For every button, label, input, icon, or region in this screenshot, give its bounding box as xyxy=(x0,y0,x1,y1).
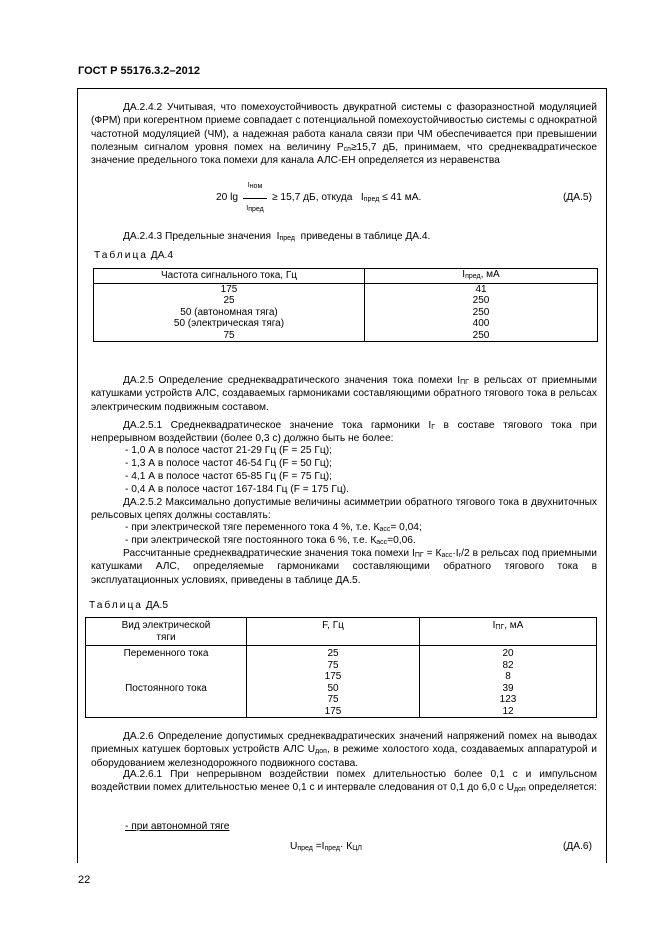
table-da5 xyxy=(85,617,597,718)
table-row: Постоянного тока 50 39 xyxy=(86,683,597,695)
formula-da6: $U_{пред} =I_{пред}\cdot К_{ЦЛ}$ xyxy=(290,841,362,852)
autonomous-traction-heading: - при автономной тяге xyxy=(125,821,230,832)
table-da5-caption: Таблица ДА.5 xyxy=(89,600,168,611)
paragraph-da-2-5-1: ДА.2.5.1 Среднеквадратическое значение тока гармоники $I_Г$ в составе тягового тока при непрерывном воздействии (более 0,3 с) должно быть не более: xyxy=(91,420,597,445)
table-da4-header-frequency: Частота сигнального тока, Гц xyxy=(94,269,365,284)
list-item: - 0,4 А в полосе частот 167-184 Гц (F = 175 Гц). xyxy=(125,484,349,495)
page-number: 22 xyxy=(78,874,91,886)
paragraph-da-2-6: ДА.2.6 Определение допустимых среднеквадратических значений напряжений помех на выводах приемных катушек бортовых устройств АЛС $U_{доп}$, в режиме холостого хода, создаваемых аппаратурой и оборудованием железнодорожного подвижного состава. xyxy=(91,731,598,769)
paragraph-da-2-5-2: ДА.2.5.2 Максимально допустимые величины асимметрии обратного тягового тока в двухниточных рельсовых цепях должны составлять: xyxy=(91,497,597,522)
table-row: 75 82 xyxy=(86,660,597,672)
formula-da5-number: (ДА.5) xyxy=(563,192,592,203)
table-da5-header-traction: Вид электрической тяги xyxy=(86,618,247,646)
formula-da5-body: ≥ 15,7 дБ, откуда $I_{пред} \le 41$ мА. xyxy=(272,192,422,203)
paragraph-da-2-4-2: ДА.2.4.2 Учитывая, что помехоустойчивость двукратной системы с фазоразностной модуляцией (ФРМ) при когерентном приеме совпадает с потенциальной помехоустойчивостью системы с однократной частотной модуляцией (ЧМ), а надежная работа канала связи при ЧМ обеспечивается при превышении полезным сигналом уровня помех на величину $Р_{сп}\ge 15,7$ дБ, принимаем, что среднеквадратическое значение предельного тока помехи для канала АЛС-ЕН определяется из неравенства xyxy=(91,102,598,166)
list-item: - при электрической тяге переменного тока 4 %, т.е. $К_{асс}= 0,04$; xyxy=(125,522,422,533)
formula-da5-lead: 20 lg xyxy=(216,192,239,203)
table-da4 xyxy=(93,268,598,342)
paragraph-da-2-6-1: ДА.2.6.1 При непрерывном воздействии помех длительностью более 0,1 с и импульсном воздействии помех длительностью менее 0,1 с и интервале следования от 0,1 до 6,0 с $U_{доп}$ определяется: xyxy=(91,769,597,794)
table-row: 50 (электрическая тяга) 400 xyxy=(94,318,598,330)
table-da4-caption: Таблица ДА.4 xyxy=(94,250,173,261)
list-item: - 1,0 А в полосе частот 21-29 Гц (F = 25 Гц); xyxy=(125,445,332,456)
paragraph-da-2-4-3: ДА.2.4.3 Предельные значения $I_{пред}$ приведены в таблице ДА.4. xyxy=(123,231,431,242)
table-da4-header-current: $I_{пред}$, мА xyxy=(365,269,598,284)
table-row: 25 250 xyxy=(94,295,598,307)
paragraph-da-2-5: ДА.2.5 Определение среднеквадратического значения тока помехи $I_{ПГ}$ в рельсах от приемными катушками устройств АЛС, создаваемых гармониками составляющими обратного тягового тока в рельсах электрическим подвижным составом. xyxy=(91,375,597,413)
table-row: 50 (автономная тяга) 250 xyxy=(94,307,598,319)
table-row: 175 8 xyxy=(86,671,597,683)
table-row: 175 41 xyxy=(94,283,598,295)
formula-da5-numerator: $I_{ном}$ xyxy=(247,182,263,190)
fraction-bar xyxy=(243,198,267,199)
table-row: 75 123 xyxy=(86,694,597,706)
list-item: - при электрической тяге постоянного тока 6 %, т.е. $К_{асс}=0,06$. xyxy=(125,535,416,546)
table-row: Переменного тока 25 20 xyxy=(86,646,597,660)
formula-da6-number: (ДА.6) xyxy=(563,841,592,852)
table-row: 75 250 xyxy=(94,330,598,342)
table-da5-header-frequency: F, Гц xyxy=(247,618,420,646)
table-row: 175 12 xyxy=(86,706,597,718)
paragraph-calculated-values: Рассчитанные среднеквадратические значения тока помехи $I_{ПГ} = К_{асс}\cdot I_г/2$ в рельсах под приемными катушками АЛС, определяемые гармониками составляющими обратного тягового тока в эксплуатационных условиях, приведены в таблице ДА.5. xyxy=(91,548,597,586)
list-item: - 4,1 А в полосе частот 65-85 Гц (F = 75 Гц); xyxy=(125,471,332,482)
table-da5-header-current: $I_{ПГ}$, мА xyxy=(420,618,597,646)
formula-da5-denominator: $I_{пред}$ xyxy=(246,205,264,213)
document-header: ГОСТ Р 55176.3.2–2012 xyxy=(78,65,201,77)
list-item: - 1,3 А в полосе частот 46-54 Гц (F = 50 Гц); xyxy=(125,458,332,469)
